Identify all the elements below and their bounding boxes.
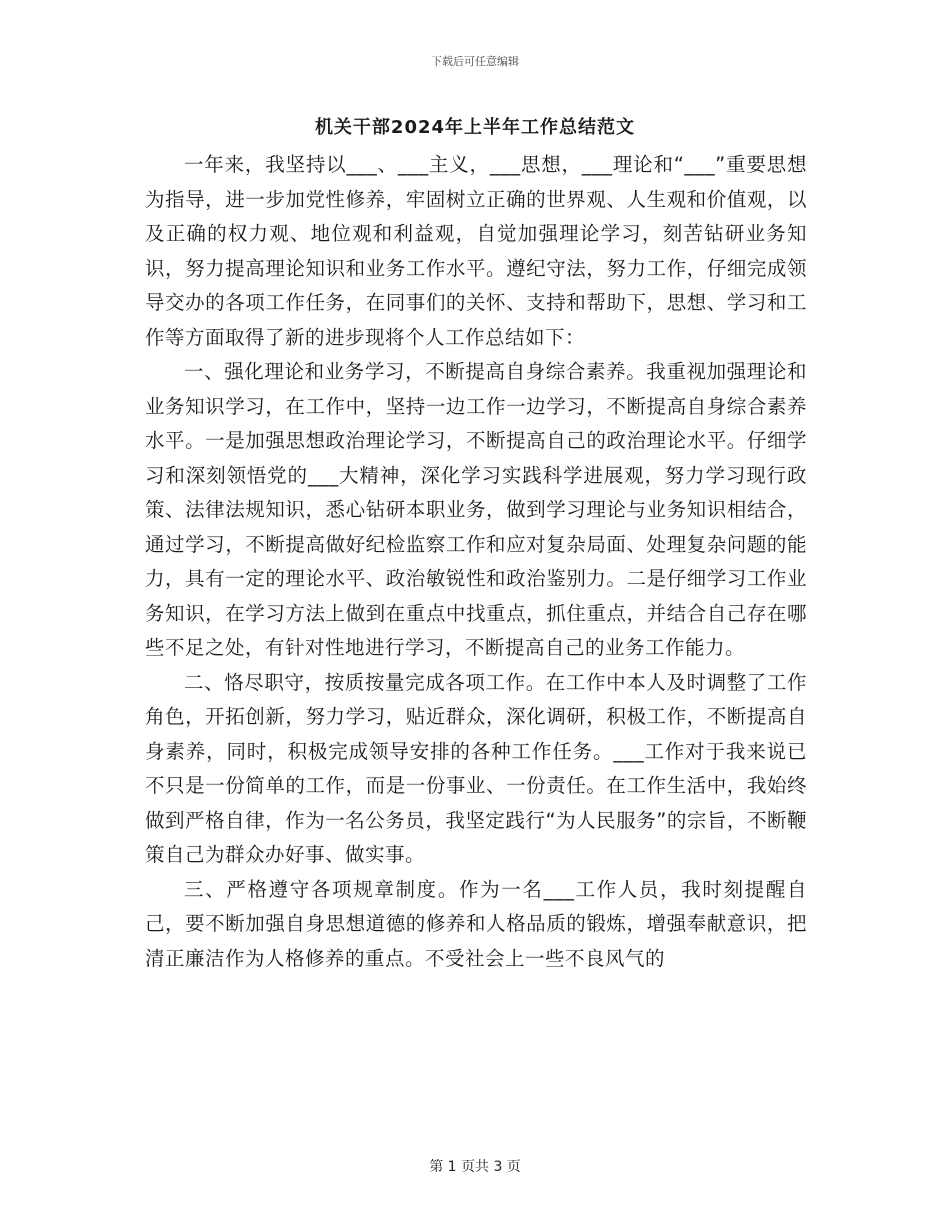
paragraph-section-3: 三、严格遵守各项规章制度。作为一名___工作人员，我时刻提醒自己，要不断加强自身思想道德的修养和人格品质的锻炼，增强奉献意识，把清正廉洁作为人格修养的重点。不受社会上一些不良风气的: [145, 877, 807, 970]
paragraph-intro: 一年来，我坚持以___、___主义，___思想，___理论和“___”重要思想为指导，进一步加党性修养，牢固树立正确的世界观、人生观和价值观，以及正确的权力观、地位观和利益观，自觉加强理论学习，刻苦钻研业务知识，努力提高理论知识和业务工作水平。遵纪守法，努力工作，仔细完成领导交办的各项工作任务，在同事们的关怀、支持和帮助下，思想、学习和工作等方面取得了新的进步现将个人工作总结如下：: [145, 153, 807, 349]
paragraph-section-2: 二、恪尽职守，按质按量完成各项工作。在工作中本人及时调整了工作角色，开拓创新，努力学习，贴近群众，深化调研，积极工作，不断提高自身素养，同时，积极完成领导安排的各种工作任务。___工作对于我来说已不只是一份简单的工作，而是一份事业、一份责任。在工作生活中，我始终做到严格自律，作为一名公务员，我坚定践行“为人民服务”的宗旨，不断鞭策自己为群众办好事、做实事。: [145, 670, 807, 866]
document-title: 机关干部2024年上半年工作总结范文: [314, 117, 636, 138]
header-note: 下载后可任意编辑: [431, 55, 519, 68]
paragraph-section-1: 一、强化理论和业务学习，不断提高自身综合素养。我重视加强理论和业务知识学习，在工作中，坚持一边工作一边学习，不断提高自身综合素养水平。一是加强思想政治理论学习，不断提高自己的政治理论水平。仔细学习和深刻领悟党的___大精神，深化学习实践科学进展观，努力学习现行政策、法律法规知识，悉心钻研本职业务，做到学习理论与业务知识相结合，通过学习，不断提高做好纪检监察工作和应对复杂局面、处理复杂问题的能力，具有一定的理论水平、政治敏锐性和政治鉴别力。二是仔细学习工作业务知识，在学习方法上做到在重点中找重点，抓住重点，并结合自己存在哪些不足之处，有针对性地进行学习，不断提高自己的业务工作能力。: [145, 360, 807, 659]
page-footer: 第 1 页共 3 页: [429, 1159, 521, 1175]
document-body: [145, 148, 807, 976]
